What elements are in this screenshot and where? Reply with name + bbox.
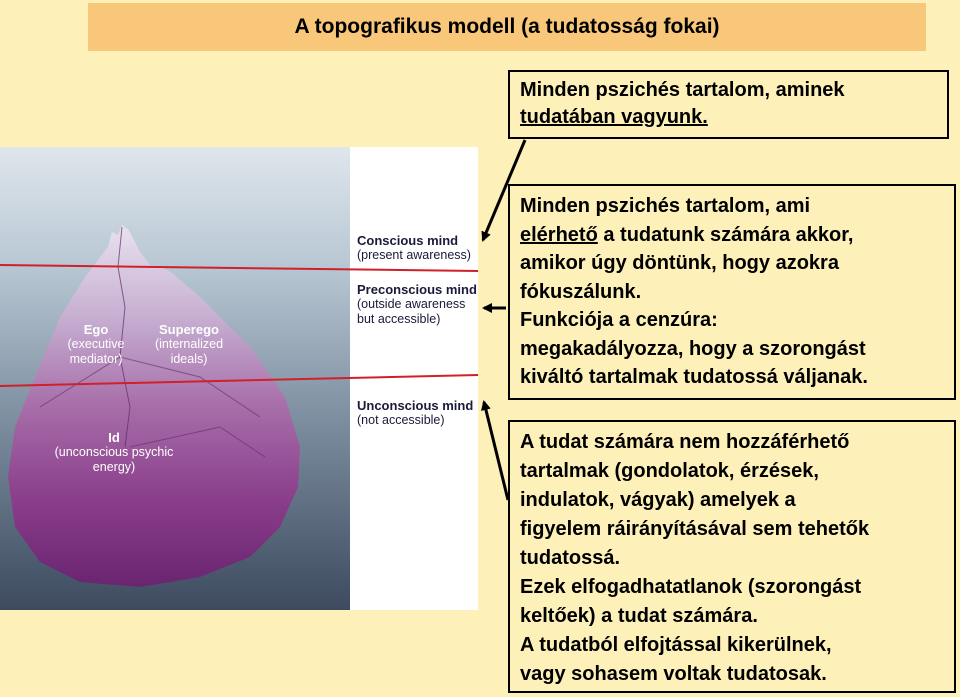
label-superego-desc1: (internalized (154, 337, 224, 351)
label-ego-name: Ego (83, 322, 109, 337)
unconscious-line: indulatok, vágyak) amelyek a (520, 489, 796, 511)
preconscious-line-1: Minden pszichés tartalom, ami (520, 195, 811, 217)
label-ego-desc1: (executive (67, 337, 125, 351)
unconscious-line: figyelem ráirányításával sem tehetők (520, 518, 870, 540)
preconscious-line-4: fókuszálunk. (520, 280, 642, 303)
label-superego-name: Superego (159, 322, 219, 337)
preconscious-line-5: Funkciója a cenzúra: (520, 309, 718, 331)
label-id-desc2: energy) (92, 460, 136, 474)
label-preconscious (357, 282, 477, 327)
iceberg-graphic (0, 147, 478, 610)
label-id (48, 430, 180, 475)
label-superego-desc2: ideals) (170, 352, 208, 366)
preconscious-line-7: kiváltó tartalmak tudatossá váljanak. (520, 366, 868, 388)
unconscious-line: A tudatból elfojtással kikerülnek, (520, 634, 832, 656)
label-ego-desc2: mediator) (69, 352, 123, 366)
iceberg-illustration (0, 147, 478, 610)
preconscious-line-2-rest: a tudatunk számára akkor, (597, 223, 854, 246)
label-conscious-desc: (present awareness) (357, 248, 471, 262)
preconscious-line-6: megakadályozza, hogy a szorongást (520, 337, 866, 360)
label-conscious (357, 233, 471, 263)
label-conscious-name: Conscious mind (357, 233, 459, 248)
preconscious-underlined: elérhető (520, 223, 598, 246)
unconscious-line: Ezek elfogadhatatlanok (szorongást (520, 576, 862, 598)
label-unconscious (357, 398, 473, 428)
label-preconscious-desc2: but accessible) (357, 312, 441, 326)
page-title: A topografikus modell (a tudatosság fokai) (88, 3, 926, 51)
conscious-description-underlined: tudatában vagyunk. (520, 106, 708, 128)
unconscious-line: tartalmak (gondolatok, érzések, (520, 460, 819, 482)
unconscious-line: tudatossá. (520, 547, 621, 569)
label-superego (148, 322, 230, 367)
label-id-name: Id (108, 430, 120, 445)
unconscious-line: keltőek) a tudat számára. (520, 605, 758, 627)
label-preconscious-name: Preconscious mind (357, 282, 477, 297)
label-preconscious-desc1: (outside awareness (357, 297, 466, 311)
conscious-description-text: Minden pszichés tartalom, aminek (520, 79, 845, 101)
unconscious-line: A tudat számára nem hozzáférhető (520, 431, 850, 453)
arrow-unconscious (484, 402, 508, 500)
label-id-desc1: (unconscious psychic (54, 445, 174, 459)
preconscious-line-3: amikor úgy döntünk, hogy azokra (520, 252, 839, 274)
unconscious-line: vagy sohasem voltak tudatosak. (520, 663, 827, 685)
arrow-conscious (483, 140, 525, 240)
label-unconscious-desc: (not accessible) (357, 413, 445, 427)
label-unconscious-name: Unconscious mind (357, 398, 474, 413)
label-ego (60, 322, 132, 367)
